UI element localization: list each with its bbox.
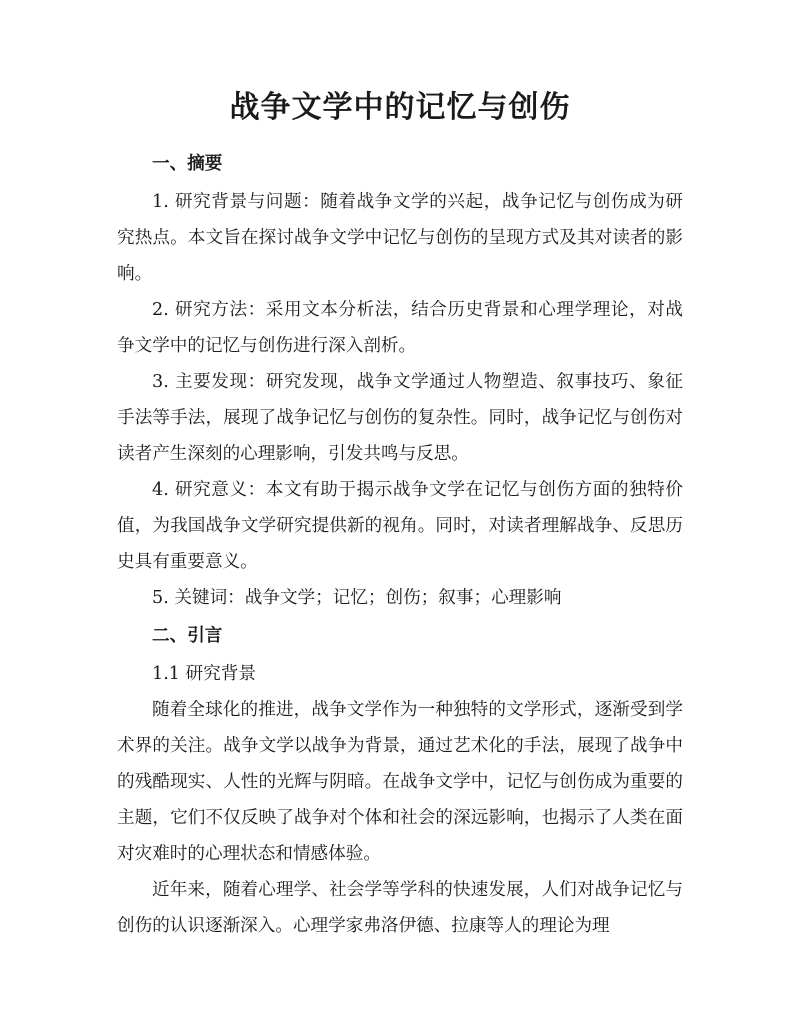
abstract-item-significance: 4. 研究意义：本文有助于揭示战争文学在记忆与创伤方面的独特价值，为我国战争文学研究提供新的视角。同时，对读者理解战争、反思历史具有重要意义。: [117, 480, 683, 572]
abstract-item-findings: 3. 主要发现：研究发现，战争文学通过人物塑造、叙事技巧、象征手法等手法，展现了战争记忆与创伤的复杂性。同时，战争记忆与创伤对读者产生深刻的心理影响，引发共鸣与反思。: [117, 372, 683, 464]
intro-paragraph-1: 随着全球化的推进，战争文学作为一种独特的文学形式，逐渐受到学术界的关注。战争文学以战争为背景，通过艺术化的手法，展现了战争中的残酷现实、人性的光辉与阴暗。在战争文学中，记忆与创伤成为重要的主题，它们不仅反映了战争对个体和社会的深远影响，也揭示了人类在面对灾难时的心理状态和情感体验。: [117, 700, 683, 864]
document-title: 战争文学中的记忆与创伤: [229, 90, 571, 125]
document-body: [117, 146, 683, 944]
intro-subheading: 1.1 研究背景: [152, 664, 256, 684]
abstract-heading: 一、摘要: [152, 154, 223, 174]
abstract-item-method: 2. 研究方法：采用文本分析法，结合历史背景和心理学理论，对战争文学中的记忆与创伤进行深入剖析。: [117, 300, 683, 356]
keywords-line: 5. 关键词：战争文学；记忆；创伤；叙事；心理影响: [152, 588, 562, 608]
intro-paragraph-2: 近年来，随着心理学、社会学等学科的快速发展，人们对战争记忆与创伤的认识逐渐深入。心理学家弗洛伊德、拉康等人的理论为理: [117, 880, 683, 936]
intro-heading: 二、引言: [152, 626, 223, 646]
abstract-item-background: 1. 研究背景与问题：随着战争文学的兴起，战争记忆与创伤成为研究热点。本文旨在探讨战争文学中记忆与创伤的呈现方式及其对读者的影响。: [117, 192, 683, 284]
